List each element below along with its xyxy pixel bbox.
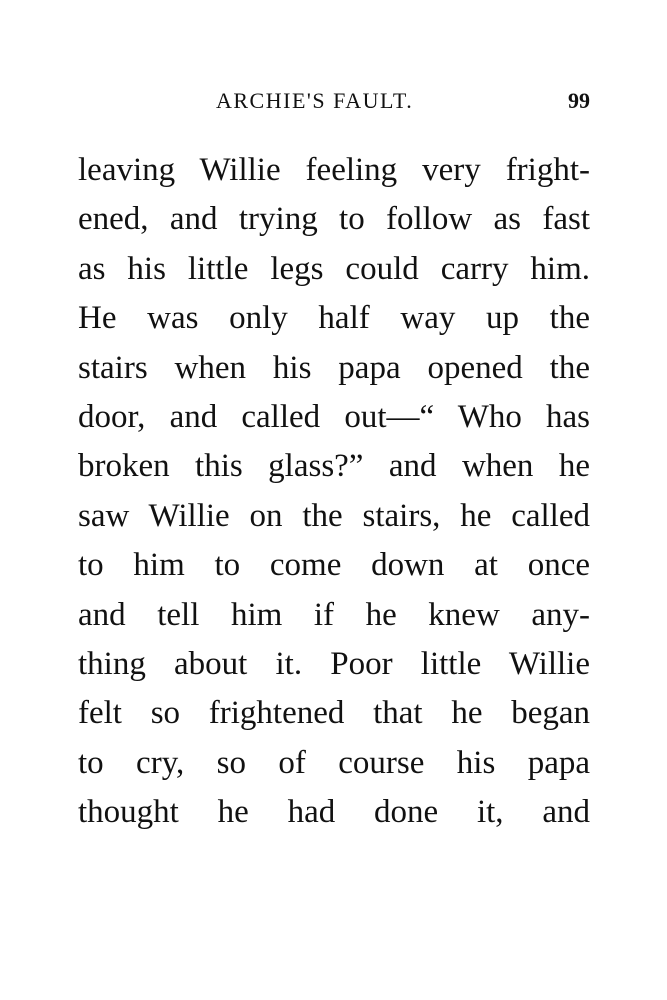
text-line: ened, and trying to follow as fast: [78, 201, 590, 238]
text-line: and tell him if he knew any-: [78, 596, 590, 633]
running-header: [78, 86, 590, 116]
text-line: door, and called out—“ Who has: [78, 398, 590, 435]
text-line: felt so frightened that he began: [78, 695, 590, 732]
text-line: thought he had done it, and: [78, 794, 590, 831]
text-line: stairs when his papa opened the: [78, 349, 590, 386]
chapter-title: ARCHIE'S FAULT.: [216, 88, 414, 113]
text-line: leaving Willie feeling very fright-: [78, 152, 590, 188]
text-line: He was only half way up the: [78, 300, 590, 337]
text-line: to him to come down at once: [78, 547, 590, 584]
body-text: [78, 146, 590, 837]
text-line: to cry, so of course his papa: [78, 744, 590, 781]
text-line: thing about it. Poor little Willie: [78, 645, 590, 682]
text-line: as his little legs could carry him.: [78, 250, 590, 287]
text-line: broken this glass?” and when he: [78, 448, 590, 485]
page-number: 99: [568, 88, 590, 113]
text-line: saw Willie on the stairs, he called: [78, 497, 590, 534]
